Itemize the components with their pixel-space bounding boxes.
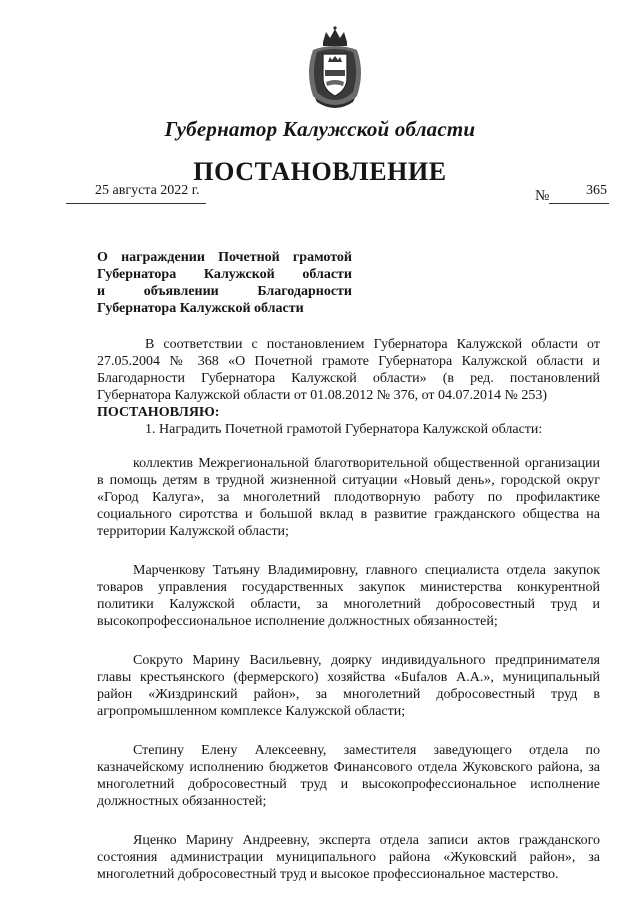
document-type-title: ПОСТАНОВЛЕНИЕ [193,157,447,186]
number-label: № [535,188,550,204]
awardee-paragraph: Марченкову Татьяну Владимировну, главного специалиста отдела закупок товаров управления государственных закупок министерства конкурентной политики Калужской области, за многолетний добросовестный труд и высокопрофессиональное исполнение должностных обязанностей; [97,563,600,629]
kaluga-region-coat-of-arms-icon [299,26,371,108]
awardee-paragraph: Сокруто Марину Васильевну, доярку индивидуального предпринимателя главы крестьянского (фермерского) хозяйства «Бufaлов А.А.», муниципальный район «Жиздринский район», за многолетний добросовестный труд в агропромышленном комплексе Калужской области; [97,653,600,719]
awardee-paragraph: Яценко Марину Андреевну, эксперта отдела записи актов гражданского состояния администрации муниципального района «Жуковский район», за многолетний добросовестный труд и высокое профессиональное мастерство. [97,833,600,882]
document-subject [97,249,352,317]
subject-line: Губернатора Калужской области [97,267,352,282]
item-1-paragraph: 1. Наградить Почетной грамотой Губернатора Калужской области: [145,422,543,437]
awardee-paragraph: Степину Елену Алексеевну, заместителя заведующего отдела по казначейскому исполнению бюджетов Финансового отдела Жуковского района, за многолетний добросовестный труд и высокопрофессиональное исполнение должностных обязанностей; [97,743,600,809]
subject-line: Губернатора Калужской области [97,301,304,316]
subject-line: О награждении Почетной грамотой [97,250,352,265]
awardee-paragraph: коллектив Межрегиональной благотворительной общественной организации в помощь детям в трудной жизненной ситуации «Новый день», городской округ «Город Калуга», за многолетний плодотворную работу по профилактике социального сиротства и большой вклад в развитие гражданского общества на территории Калужской области; [97,456,600,539]
document-number: 365 [586,183,607,198]
issuing-authority: Губернатор Калужской области [164,117,476,141]
date-underline [66,203,206,204]
document-date: 25 августа 2022 г. [95,183,200,198]
subject-line: и объявлении Благодарности [97,284,352,299]
document-body [97,336,600,883]
decree-word: ПОСТАНОВЛЯЮ: [97,405,220,420]
preamble-paragraph: В соответствии с постановлением Губернатора Калужской области от 27.05.2004 № 368 «О Почетной грамоте Губернатора Калужской области и Благодарности Губернатора Калужской области» (в ред. постановлений Губернатора Калужской области от 01.08.2012 № 376, от 04.07.2014 № 253) [97,337,600,403]
number-underline [549,203,609,204]
